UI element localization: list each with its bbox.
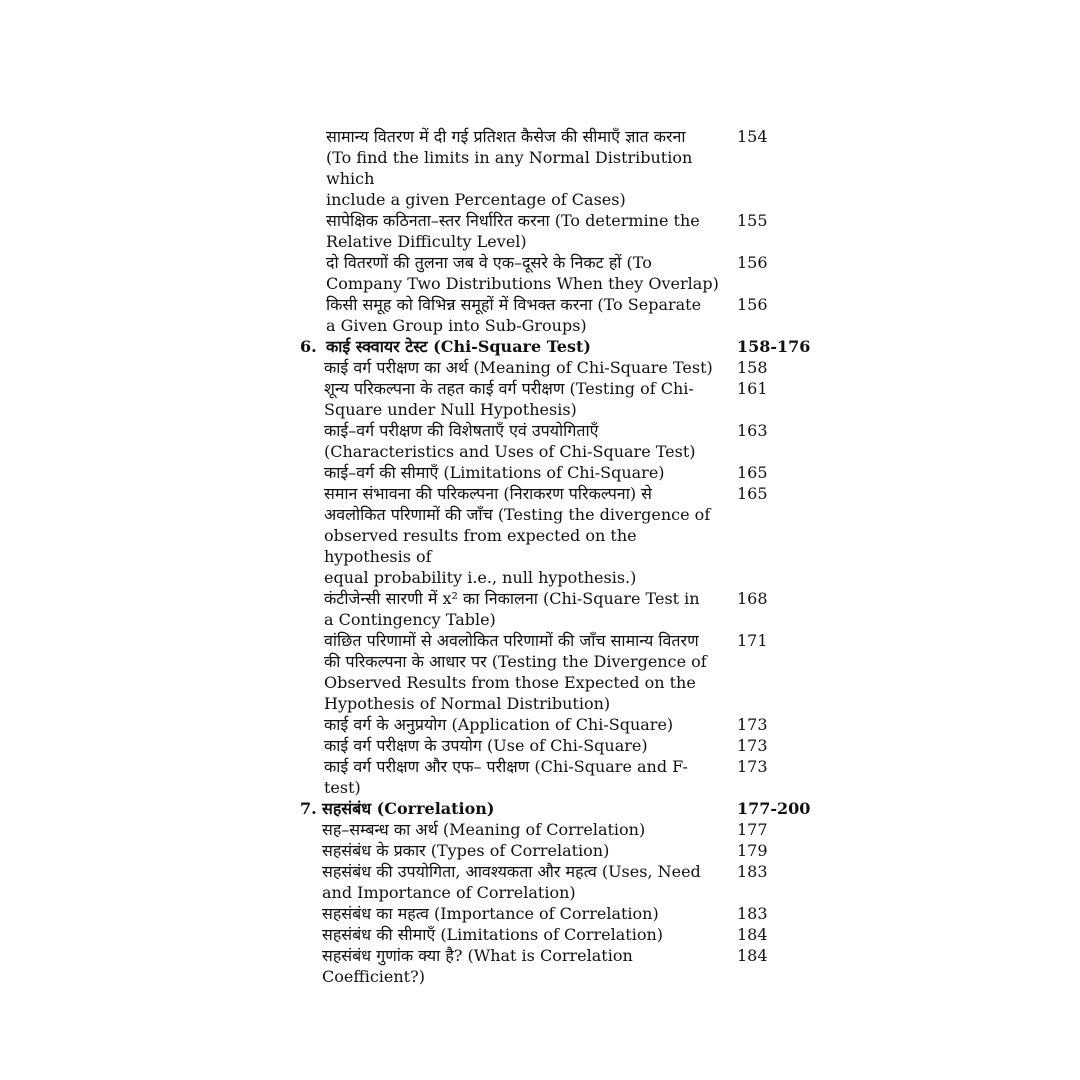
page-number: 154 [737,127,768,146]
entry-title: दो वितरणों की तुलना जब वे एक–दूसरे के निकट हों (To Company Two Distributions When they Overlap) [326,253,719,293]
entry-title: काई वर्ग परीक्षण का अर्थ (Meaning of Chi-Square Test) [324,358,713,377]
entry-title: कंटीजेन्सी सारणी में x² का निकालना (Chi-Square Test in a Contingency Table) [324,589,700,629]
page-number: 183 [737,904,768,923]
entry-title: वांछित परिणामों से अवलोकित परिणामों की जाँच सामान्य वितरण की परिकल्पना के आधार पर (Testing the Divergence of Observed Results from those Expected on the Hypothesis of Normal Distribution) [324,631,707,713]
entry-title: शून्य परिकल्पना के तहत काई वर्ग परीक्षण (Testing of Chi- Square under Null Hypothesis) [324,379,694,419]
entry-title: काई वर्ग के अनुप्रयोग (Application of Chi-Square) [324,715,674,734]
entry-title: सह–सम्बन्ध का अर्थ (Meaning of Correlation) [322,820,646,839]
toc-entry [0,924,1080,945]
page-number: 156 [737,253,768,272]
entry-title: सहसंबंध गुणांक क्या है? (What is Correlation Coefficient?) [322,946,633,986]
page-number: 173 [737,736,768,755]
toc-entry [0,840,1080,861]
chapter-number: 6. [300,337,317,356]
page-number: 161 [737,379,768,398]
toc-entry [0,483,1080,588]
toc-entry [0,735,1080,756]
page-range: 177-200 [737,799,811,818]
entry-title: सहसंबंध का महत्व (Importance of Correlation) [322,904,659,923]
toc-entry [0,462,1080,483]
entry-title: किसी समूह को विभिन्न समूहों में विभक्त करना (To Separate a Given Group into Sub-Groups) [326,295,702,335]
toc-entry [0,210,1080,252]
entry-title: काई वर्ग परीक्षण के उपयोग (Use of Chi-Square) [324,736,648,755]
page-number: 171 [737,631,768,650]
toc-entry [0,630,1080,714]
page-number: 183 [737,862,768,881]
toc-entry [0,819,1080,840]
toc-entry [0,714,1080,735]
page-range: 158-176 [737,337,811,356]
entry-title: सहसंबंध की उपयोगिता, आवश्यकता और महत्व (Uses, Need and Importance of Correlation) [322,862,701,902]
toc-entry [0,756,1080,798]
toc-chapter-entry [0,336,1080,357]
chapter-title: सहसंबंध (Correlation) [322,799,495,818]
toc-chapter-entry [0,798,1080,819]
page-number: 177 [737,820,768,839]
chapter-number: 7. [300,799,317,818]
page-number: 168 [737,589,768,608]
table-of-contents [0,126,1080,987]
page-number: 179 [737,841,768,860]
toc-entry [0,588,1080,630]
toc-entry [0,126,1080,210]
entry-title: काई–वर्ग की सीमाएँ (Limitations of Chi-Square) [324,463,665,482]
toc-entry [0,378,1080,420]
page-number: 158 [737,358,768,377]
toc-entry [0,294,1080,336]
page-number: 165 [737,463,768,482]
toc-entry [0,420,1080,462]
entry-title: काई–वर्ग परीक्षण की विशेषताएँ एवं उपयोगिताएँ (Characteristics and Uses of Chi-Square Test) [324,421,696,461]
toc-entry [0,252,1080,294]
page-number: 155 [737,211,768,230]
page-number: 156 [737,295,768,314]
toc-entry [0,945,1080,987]
entry-title: समान संभावना की परिकल्पना (निराकरण परिकल्पना) से अवलोकित परिणामों की जाँच (Testing the divergence of observed results from expected on the hypothesis of equal probability i.e., null hypothesis.) [324,484,711,587]
entry-title: सापेक्षिक कठिनता–स्तर निर्धारित करना (To determine the Relative Difficulty Level) [326,211,700,251]
entry-title: सहसंबंध के प्रकार (Types of Correlation) [322,841,610,860]
entry-title: सामान्य वितरण में दी गई प्रतिशत कैसेज की सीमाएँ ज्ञात करना (To find the limits in any Normal Distribution which include a given Percentage of Cases) [326,127,693,209]
page-number: 184 [737,946,768,965]
entry-title: काई वर्ग परीक्षण और एफ– परीक्षण (Chi-Square and F-test) [324,757,688,797]
page-number: 173 [737,715,768,734]
entry-title: सहसंबंध की सीमाएँ (Limitations of Correlation) [322,925,664,944]
page-number: 163 [737,421,768,440]
page-number: 165 [737,484,768,503]
toc-entry [0,861,1080,903]
toc-entry [0,357,1080,378]
chapter-title: काई स्क्वायर टेस्ट (Chi-Square Test) [326,337,591,356]
toc-entry [0,903,1080,924]
page-number: 184 [737,925,768,944]
page-number: 173 [737,757,768,776]
